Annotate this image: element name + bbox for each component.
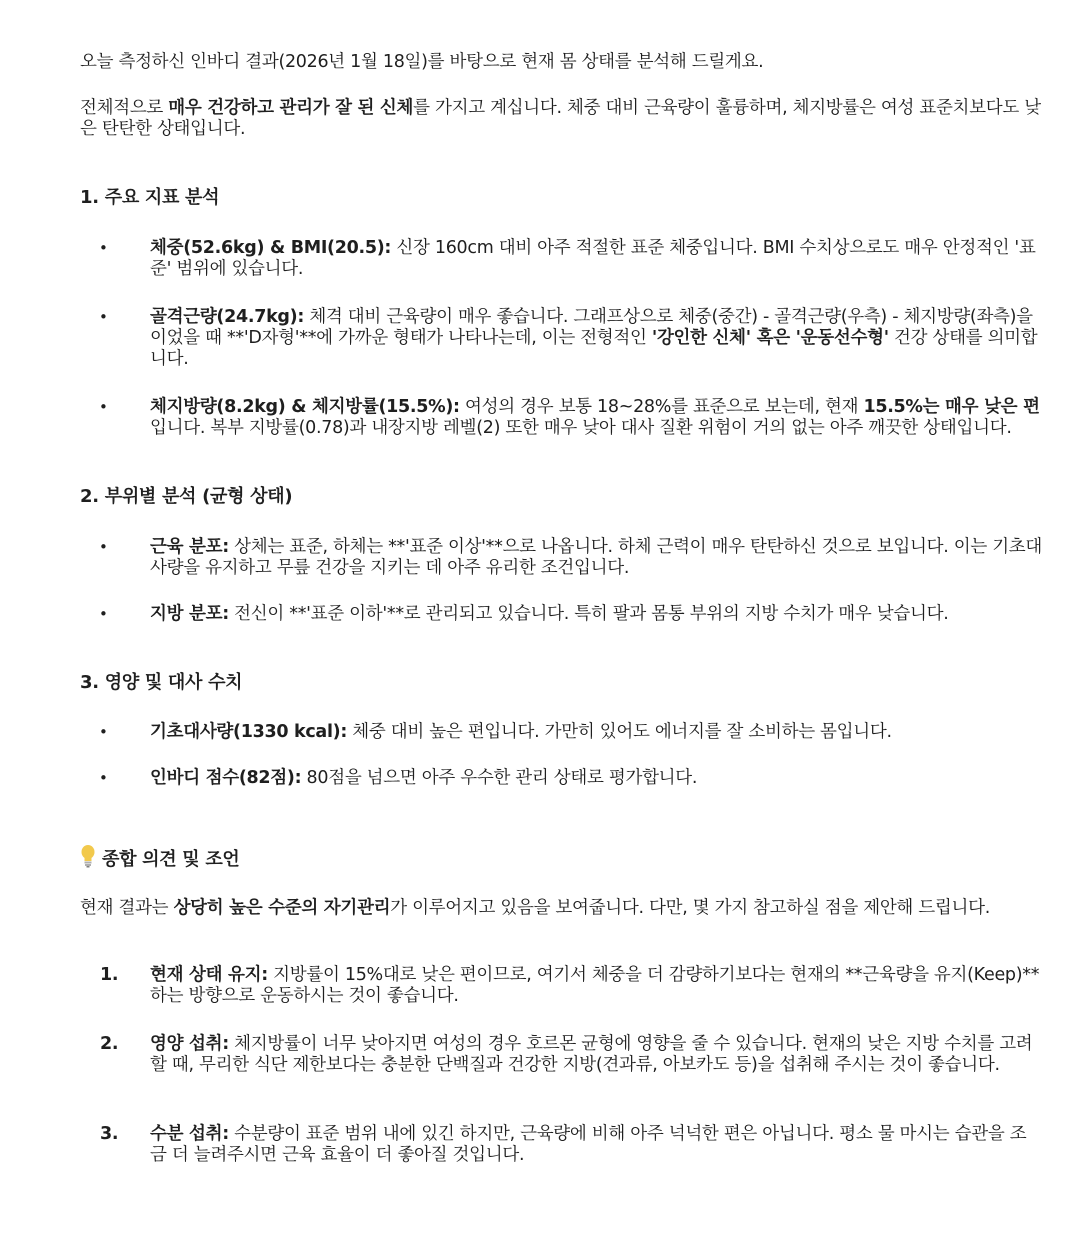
overview-pre: 전체적으로: [80, 98, 169, 118]
item-text: 수분량이 표준 범위 내에 있긴 하지만, 근육량에 비해 아주 넉넉한 편은 아닙니다. 평소 물 마시는 습관을 조금 더 늘려주시면 근육 효율이 더 좋아질 것입니다.: [150, 1124, 1027, 1165]
list-item-muscle-distribution: [150, 537, 1042, 579]
list-number: 3.: [100, 1124, 119, 1144]
bullet-marker: •: [99, 723, 108, 741]
list-item-inbody-score: [150, 768, 1042, 789]
section1-heading: 1. 주요 지표 분석: [80, 187, 220, 208]
item-text: 여성의 경우 보통 18~28%를 표준으로 보는데, 현재: [459, 397, 864, 417]
item-label: 기초대사량(1330 kcal):: [150, 722, 348, 742]
item-label: 지방 분포:: [150, 604, 229, 624]
item-label: 영양 섭취:: [150, 1034, 229, 1054]
list-number: 2.: [100, 1034, 119, 1054]
summary-intro-highlight: 상당히 높은 수준의 자기관리: [173, 898, 391, 918]
summary-intro: [80, 898, 1042, 919]
bullet-marker: •: [99, 538, 108, 556]
item-text: 80점을 넘으면 아주 우수한 관리 상태로 평가합니다.: [301, 768, 698, 788]
bullet-marker: •: [99, 239, 108, 257]
list-item-weight-bmi: [150, 238, 1042, 280]
summary-intro-pre: 현재 결과는: [80, 898, 174, 918]
item-label: 현재 상태 유지:: [150, 965, 268, 985]
bullet-marker: •: [99, 769, 108, 787]
item-text: 신장 160cm 대비 아주 적절한 표준 체중입니다. BMI 수치상으로도 매우 안정적인 '표준' 범위에 있습니다.: [150, 238, 1036, 279]
summary-title: 종합 의견 및 조언: [102, 849, 240, 870]
item-text: 체지방률이 너무 낮아지면 여성의 경우 호르몬 균형에 영향을 줄 수 있습니다. 현재의 낮은 지방 수치를 고려할 때, 무리한 식단 제한보다는 충분한 단백질과 건강한 지방(견과류, 아보카도 등)을 섭취해 주시는 것이 좋습니다.: [150, 1034, 1033, 1075]
item-text: 지방률이 15%대로 낮은 편이므로, 여기서 체중을 더 감량하기보다는 현재의 **근육량을 유지(Keep)**하는 방향으로 운동하시는 것이 좋습니다.: [150, 965, 1040, 1006]
item-text: 체중 대비 높은 편입니다. 가만히 있어도 에너지를 잘 소비하는 몸입니다.: [347, 722, 892, 742]
item-label: 골격근량(24.7kg):: [150, 307, 305, 327]
section3-heading: 3. 영양 및 대사 수치: [80, 672, 243, 693]
section2-heading: 2. 부위별 분석 (균형 상태): [80, 486, 293, 507]
item-text: 체격 대비 근육량이 매우 좋습니다. 그래프상으로 체중(중간) - 골격근량(우측) - 체지방량(좌측)을 이었을 때 **'D자형'**에 가까운 형태가 나타나는데, 이는 전형적인: [150, 307, 1033, 348]
list-item-skeletal-muscle: [150, 307, 1042, 370]
item-label: 근육 분포:: [150, 537, 229, 557]
item-label: 체중(52.6kg) & BMI(20.5):: [150, 238, 392, 258]
summary-heading: [80, 844, 1042, 870]
item-label: 수분 섭취:: [150, 1124, 229, 1144]
bullet-marker: •: [99, 398, 108, 416]
advice-item-nutrition: [150, 1034, 1042, 1076]
item-label: 체지방량(8.2kg) & 체지방률(15.5%):: [150, 397, 460, 417]
item-text: 입니다. 복부 지방률(0.78)과 내장지방 레벨(2) 또한 매우 낮아 대사 질환 위험이 거의 없는 아주 깨끗한 상태입니다.: [150, 418, 1012, 438]
summary-intro-post: 가 이루어지고 있음을 보여줍니다. 다만, 몇 가지 참고하실 점을 제안해 드립니다.: [390, 898, 990, 918]
item-text: 전신이 **'표준 이하'**로 관리되고 있습니다. 특히 팔과 몸통 부위의 지방 수치가 매우 낮습니다.: [228, 604, 949, 624]
advice-item-maintain: [150, 965, 1042, 1007]
list-number: 1.: [100, 965, 119, 985]
item-highlight: '강인한 신체' 혹은 '운동선수형': [651, 328, 889, 348]
intro-paragraph: 오늘 측정하신 인바디 결과(2026년 1월 18일)를 바탕으로 현재 몸 상태를 분석해 드릴게요.: [80, 52, 764, 72]
advice-item-hydration: [150, 1124, 1042, 1166]
item-label: 인바디 점수(82점):: [150, 768, 302, 788]
item-highlight: 15.5%는 매우 낮은 편: [863, 397, 1040, 417]
overview-highlight: 매우 건강하고 관리가 잘 된 신체: [168, 98, 414, 118]
bullet-marker: •: [99, 308, 108, 326]
item-text: 건강 상태를 의미합니다.: [150, 328, 1038, 369]
bullet-marker: •: [99, 605, 108, 623]
lightbulb-icon: [80, 844, 96, 868]
list-item-fat-distribution: [150, 604, 1042, 625]
item-text: 상체는 표준, 하체는 **'표준 이상'**으로 나옵니다. 하체 근력이 매우 탄탄하신 것으로 보입니다. 이는 기초대사량을 유지하고 무릎 건강을 지키는 데 아주 유리한 조건입니다.: [150, 537, 1043, 578]
list-item-body-fat: [150, 397, 1042, 439]
overview-post: 를 가지고 계십니다. 체중 대비 근육량이 훌륭하며, 체지방률은 여성 표준치보다도 낮은 탄탄한 상태입니다.: [80, 98, 1041, 139]
overview-paragraph: [80, 98, 1042, 140]
list-item-bmr: [150, 722, 1042, 743]
